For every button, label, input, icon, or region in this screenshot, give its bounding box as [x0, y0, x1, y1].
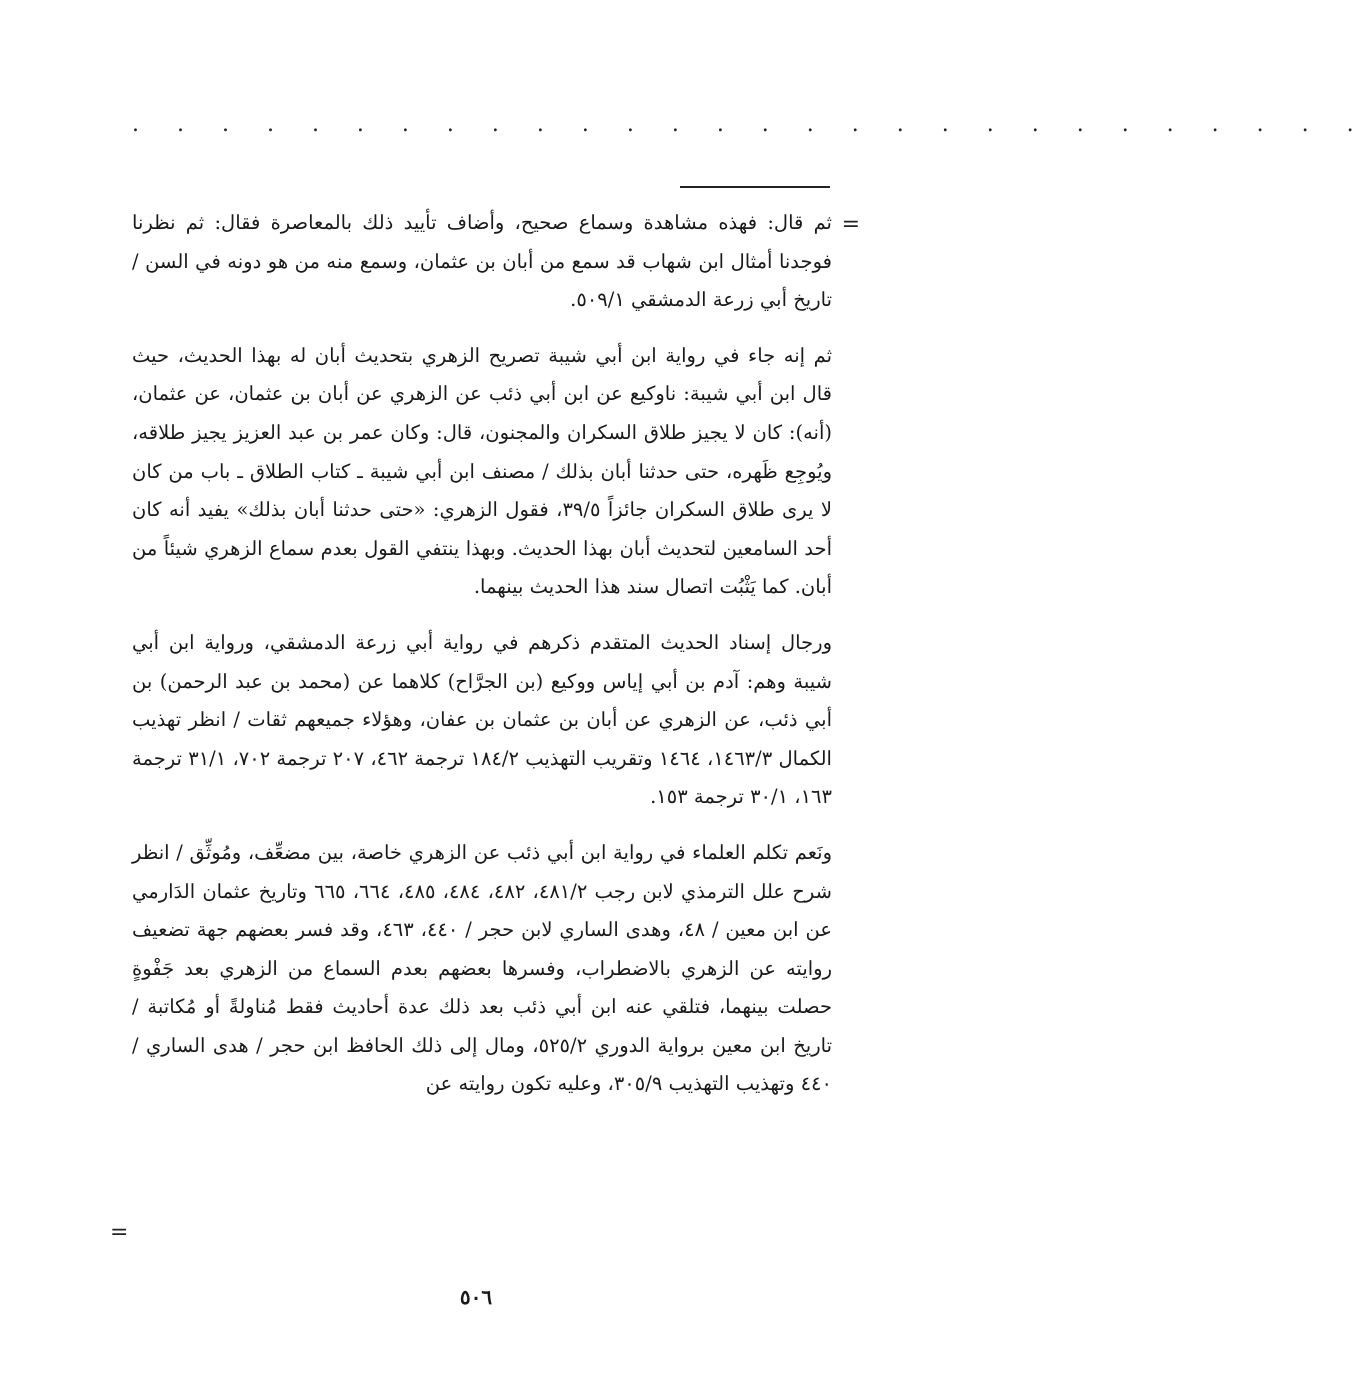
page-number: ٥٠٦: [459, 1285, 493, 1309]
footnote-paragraph-2: ثم إنه جاء في رواية ابن أبي شيبة تصريح الزهري بتحديث أبان له بهذا الحديث، حيث قال ابن أبي شيبة: ناوكيع عن ابن أبي ذئب عن الزهري عن أبان بن عثمان، عن عثمان، (أنه): كان لا يجيز طلاق السكران والمجنون، قال: وكان عمر بن عبد العزيز يجيز طلاقه، ويُوجِع ظَهره، حتى حدثنا أبان بذلك / مصنف ابن أبي شيبة ـ كتاب الطلاق ـ باب من كان لا يرى طلاق السكران جائزاً ٣٩/٥، فقول الزهري: «حتى حدثنا أبان بذلك» يفيد أنه كان أحد السامعين لتحديث أبان بهذا الحديث. وبهذا ينتفي القول بعدم سماع الزهري شيئاً من أبان. كما يَثْبُت اتصال سند هذا الحديث بينهما.: [132, 343, 833, 599]
footnote-paragraph-1: ثم قال: فهذه مشاهدة وسماع صحيح، وأضاف تأييد ذلك بالمعاصرة فقال: ثم نظرنا فوجدنا أمثال ابن شهاب قد سمع من أبان بن عثمان، وسمع منه من هو دونه في السن / تاريخ أبي زرعة الدمشقي ٥٠٩/١.: [132, 211, 832, 312]
continuation-marker-end: =: [110, 1220, 129, 1245]
footnote-paragraph-3: ورجال إسناد الحديث المتقدم ذكرهم في رواية أبي زرعة الدمشقي، ورواية ابن أبي شيبة وهم: آدم بن أبي إياس ووكيع (بن الجرَّاح) كلاهما عن (محمد بن عبد الرحمن) بن أبي ذئب، عن الزهري عن أبان بن عثمان بن عفان، وهؤلاء جميعهم ثقات / انظر تهذيب الكمال ١٤٦٣/٣، ١٤٦٤ وتقريب التهذيب ١٨٤/٢ ترجمة ٤٦٢، ٢٠٧ ترجمة ٧٠٢، ٣١/١ ترجمة ١٦٣، ٣٠/١ ترجمة ١٥٣.: [132, 630, 832, 809]
header-dotted-rule: . . . . . . . . . . . . . . . . . . . . . . . . . . . .: [132, 112, 1369, 137]
footnote-text-block: [132, 204, 832, 1121]
footnote-paragraph-4: ونَعم تكلم العلماء في رواية ابن أبي ذئب عن الزهري خاصة، بين مضعِّف، ومُوثِّق / انظر شرح علل الترمذي لابن رجب ٤٨١/٢، ٤٨٢، ٤٨٤، ٤٨٥، ٦٦٤، ٦٦٥ وتاريخ عثمان الدَارمي عن ابن معين / ٤٨، وهدى الساري لابن حجر / ٤٤٠، ٤٦٣، وقد فسر بعضهم جهة تضعيف روايته عن الزهري بالاضطراب، وفسرها بعضهم بعدم السماع من الزهري بعد جَفْوةٍ حصلت بينهما، فتلقي عنه ابن أبي ذئب بعد ذلك عدة أحاديث فقط مُناولةً أو مُكاتبة / تاريخ ابن معين برواية الدوري ٥٢٥/٢، ومال إلى ذلك الحافظ ابن حجر / هدى الساري / ٤٤٠ وتهذيب التهذيب ٣٠٥/٩، وعليه تكون روايته عن: [132, 840, 832, 1096]
footnote-separator-line: [680, 186, 830, 188]
continuation-marker-start: =: [841, 212, 860, 237]
